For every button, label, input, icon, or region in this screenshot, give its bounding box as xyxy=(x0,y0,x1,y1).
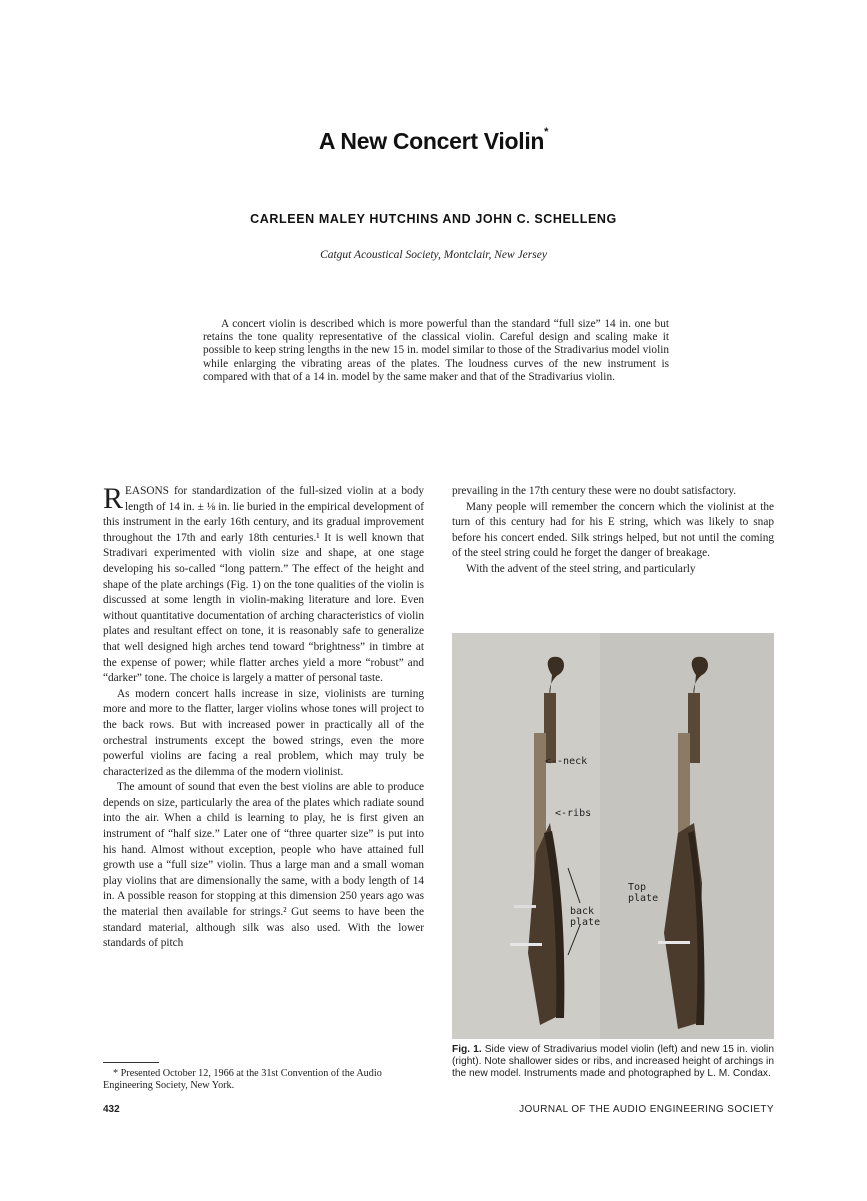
title-text: A New Concert Violin xyxy=(318,128,545,154)
abstract xyxy=(203,318,669,384)
neck-label: <--neck xyxy=(545,756,588,767)
caption-text: Side view of Stradivarius model violin (left) and new 15 in. violin (right). Note shallower sides or ribs, and increased height of archings in the new model. Instruments made and photographed by L. M. Condax. xyxy=(452,1044,774,1080)
caption-label: Fig. 1. xyxy=(452,1044,482,1055)
paragraph: As modern concert halls increase in size, violinists are turning more and more to the flatter, larger violins whose tones will project to the back rows. But with increased power in practically all of the orchestral instruments except the bowed strings, even the more powerful violins are facing a real problem, which may truly be characterized as the dilemma of the modern violinist. xyxy=(103,687,424,778)
violin-illustration xyxy=(452,633,774,1039)
title-footnote-mark: * xyxy=(544,126,549,138)
paragraph: Many people will remember the concern which the violinist at the turn of this century had for his E string, which was likely to snap before his concert ended. Silk strings helped, but not until the coming of the steel string could he forget the danger of breakage. xyxy=(452,500,774,560)
footnote-divider xyxy=(103,1062,159,1063)
new-violin-side-view xyxy=(658,657,708,1029)
paragraph-text: EASONS for standardization of the full-sized violin at a body length of 14 in. ± ⅛ in. lie buried in the empirical development of this instrument in the early 16th century, and its gradual improvement throughout the 17th and early 18th centuries.¹ It is well known that Stradivari experimented with violin size and shape, at one stage developing his so-called “long pattern.” The effect of the height and shape of the plate archings (Fig. 1) on the tone qualities of the violin is discussed at some length in violin-making literature and lore. Even without quantitative documentation of arching characteristics of violin plates and resultant effect on tone, it is reasonably safe to generalize that well designed high arches tend toward “brightness” in timbre at the expense of power; while flatter arches yield a more “robust” and “darker” tone. The choice is largely a matter of personal taste. xyxy=(103,485,424,685)
top-plate-label: Top plate xyxy=(628,882,659,904)
body-column-right xyxy=(452,484,774,578)
page-number: 432 xyxy=(103,1104,120,1115)
journal-name: JOURNAL OF THE AUDIO ENGINEERING SOCIETY xyxy=(519,1104,774,1115)
author-list: CARLEEN MALEY HUTCHINS AND JOHN C. SCHELLENG xyxy=(250,212,617,226)
paragraph: The amount of sound that even the best violins are able to produce depends on size, particularly the area of the plates which radiate sound into the air. When a child is learning to play, he is first given an instrument of “half size.” Later one of “three quarter size” is put into his hand. Almost without exception, people who have attained full growth use a “full size” violin. Thus a large man and a small woman play violins that are dimensionally the same, with a body length of 14 in. A possible reason for stopping at this dimension 250 years ago was the material then available for strings.² Gut seems to have been the standard material, although silk was also used. With the lower standards of pitch xyxy=(103,781,424,950)
figure-caption xyxy=(452,1044,774,1081)
figure-violin-photo xyxy=(452,633,774,1039)
paragraph: prevailing in the 17th century these were no doubt satisfactory. xyxy=(452,485,737,497)
stradivarius-violin-side-view xyxy=(510,657,580,1025)
abstract-text: A concert violin is described which is more powerful than the standard “full size” 14 in. one but retains the tone quality representative of the classical violin. Careful design and scaling make it possible to keep string lengths in the new 15 in. model similar to those of the Stradivarius model violin while enlarging the vibrating areas of the plates. The loudness curves of the new instrument is compared with that of a 14 in. model by the same maker and that of the Stradivarius violin. xyxy=(203,318,669,383)
author-affiliation: Catgut Acoustical Society, Montclair, New Jersey xyxy=(320,249,547,261)
footnote: * Presented October 12, 1966 at the 31st Convention of the Audio Engineering Society, New York. xyxy=(103,1068,382,1092)
back-plate-label: back plate xyxy=(570,906,601,928)
article-title xyxy=(0,128,867,155)
ribs-label: <-ribs xyxy=(555,808,592,819)
paragraph: With the advent of the steel string, and particularly xyxy=(466,562,696,575)
body-column-left xyxy=(103,484,424,952)
drop-cap: R xyxy=(103,482,124,515)
paragraph xyxy=(103,484,424,687)
